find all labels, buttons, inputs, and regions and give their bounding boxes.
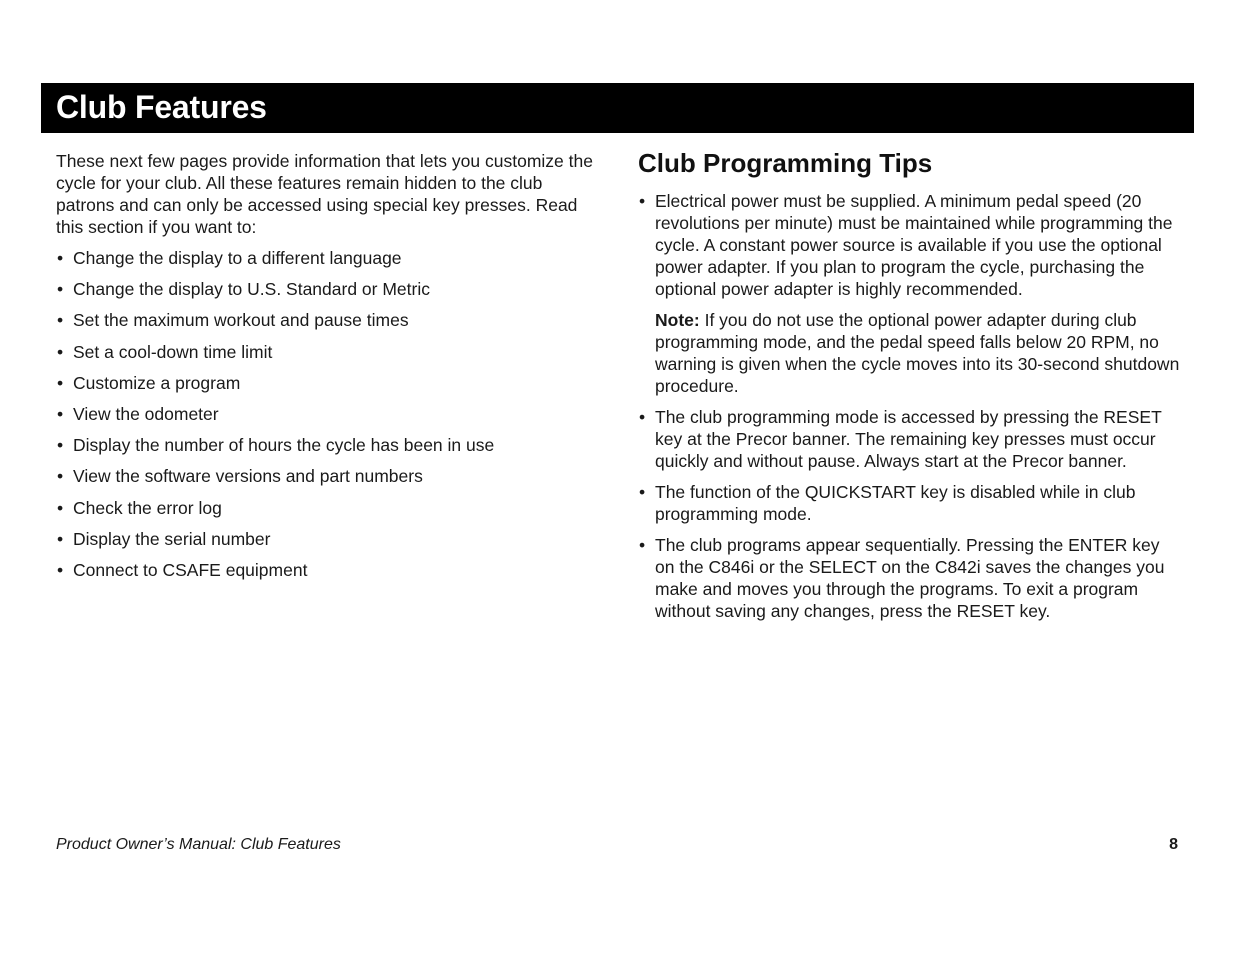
list-item	[56, 497, 601, 519]
tip-text: The club programming mode is accessed by pressing the RESET key at the Precor banner. The remaining key presses must occur quickly and without pause. Always start at the Precor banner.	[655, 407, 1162, 471]
bullet-icon: •	[639, 407, 646, 427]
list-item-text: Set the maximum workout and pause times	[73, 310, 409, 331]
list-item	[56, 403, 601, 425]
bullet-icon: •	[639, 191, 646, 211]
tip-item	[638, 481, 1183, 525]
note-label: Note:	[655, 310, 700, 330]
title-bar	[41, 83, 1194, 133]
bullet-icon: •	[57, 435, 64, 456]
tip-item	[638, 534, 1183, 622]
tip-text: The function of the QUICKSTART key is disabled while in club programming mode.	[655, 482, 1136, 524]
list-item	[56, 309, 601, 331]
bullet-icon: •	[57, 528, 64, 549]
note-paragraph	[655, 309, 1183, 397]
bullet-icon: •	[57, 466, 64, 487]
feature-list	[56, 247, 601, 581]
footer-title: Product Owner’s Manual: Club Features	[56, 836, 341, 853]
list-item	[56, 341, 601, 363]
tips-list	[638, 190, 1183, 622]
bullet-icon: •	[57, 497, 64, 518]
bullet-icon: •	[57, 248, 64, 268]
section-heading: Club Programming Tips	[638, 148, 933, 178]
list-item	[56, 372, 601, 394]
list-item-text: Display the number of hours the cycle has been in use	[73, 435, 495, 456]
list-item	[56, 247, 601, 269]
tip-item	[638, 190, 1183, 397]
list-item-text: View the odometer	[73, 403, 219, 424]
list-item-text: Change the display to a different language	[73, 248, 402, 268]
tip-text: Electrical power must be supplied. A minimum pedal speed (20 revolutions per minute) must be maintained while programming the cycle. A constant power source is available if you use the optional power adapter. If you plan to program the cycle, purchasing the optional power adapter is highly recommended.	[655, 191, 1173, 299]
list-item	[56, 465, 601, 487]
bullet-icon: •	[639, 482, 646, 502]
page-number: 8	[1169, 836, 1178, 853]
left-column	[56, 150, 601, 590]
bullet-icon: •	[57, 372, 64, 393]
list-item	[56, 528, 601, 550]
bullet-icon: •	[57, 559, 64, 580]
list-item-text: View the software versions and part numbers	[73, 466, 423, 487]
bullet-icon: •	[639, 535, 646, 555]
page-title: Club Features	[56, 89, 267, 125]
right-column	[638, 146, 1183, 631]
list-item-text: Connect to CSAFE equipment	[73, 559, 308, 580]
list-item	[56, 559, 601, 581]
tip-text: The club programs appear sequentially. Pressing the ENTER key on the C846i or the SELECT on the C842i saves the changes you make and moves you through the programs. To exit a program without saving any changes, press the RESET key.	[655, 535, 1165, 621]
list-item	[56, 278, 601, 300]
list-item	[56, 434, 601, 456]
note-text: If you do not use the optional power adapter during club programming mode, and the pedal speed falls below 20 RPM, no warning is given when the cycle moves into its 30-second shutdown procedure.	[655, 310, 1180, 396]
bullet-icon: •	[57, 310, 64, 331]
list-item-text: Set a cool-down time limit	[73, 341, 273, 362]
list-item-text: Check the error log	[73, 497, 222, 518]
list-item-text: Change the display to U.S. Standard or Metric	[73, 279, 430, 300]
tip-item	[638, 406, 1183, 472]
bullet-icon: •	[57, 279, 64, 300]
list-item-text: Customize a program	[73, 372, 241, 393]
bullet-icon: •	[57, 341, 64, 362]
list-item-text: Display the serial number	[73, 528, 271, 549]
intro-paragraph: These next few pages provide information that lets you customize the cycle for your club. All these features remain hidden to the club patrons and can only be accessed using special key presses. Read this section if you want to:	[56, 151, 593, 237]
bullet-icon: •	[57, 403, 64, 424]
